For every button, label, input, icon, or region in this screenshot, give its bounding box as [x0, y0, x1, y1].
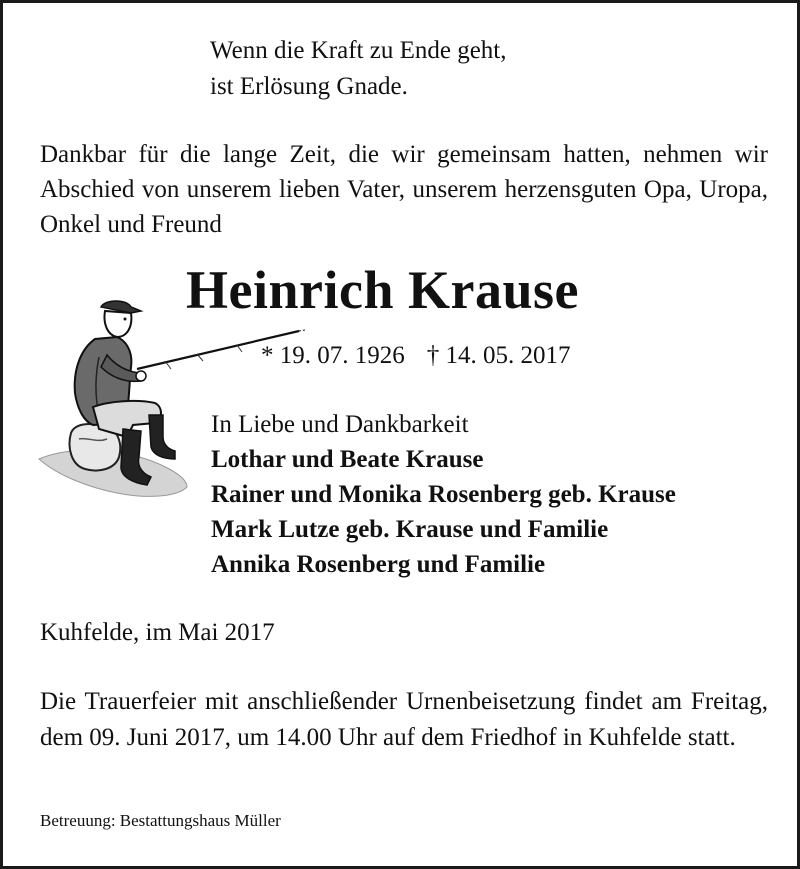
mourner-name: Rainer und Monika Rosenberg geb. Krause: [211, 481, 676, 508]
birth-date: * 19. 07. 1926: [261, 342, 405, 369]
intro-text: Dankbar für die lange Zeit, die wir gemeinsam hatten, nehmen wir Abschied von unserem lieben Vater, unserem herzensguten Opa, Uropa, Onkel und Freund: [40, 141, 768, 238]
mourners-block: [211, 407, 676, 582]
mourners-intro: In Liebe und Dankbarkeit: [211, 411, 469, 438]
motto-line-1: Wenn die Kraft zu Ende geht,: [210, 37, 507, 64]
death-date: † 14. 05. 2017: [426, 342, 571, 369]
place-date: Kuhfelde, im Mai 2017: [40, 619, 275, 646]
mourner-name: Mark Lutze geb. Krause und Familie: [211, 516, 609, 543]
deceased-name: Heinrich Krause: [186, 260, 579, 320]
life-dates: [261, 339, 593, 373]
funeral-info: Die Trauerfeier mit anschließender Urnenbeisetzung findet am Freitag, dem 09. Juni 2017, um 14.00 Uhr auf dem Friedhof in Kuhfelde statt.: [40, 688, 768, 751]
mourner-name: Annika Rosenberg und Familie: [211, 551, 546, 578]
mourner-name: Lothar und Beate Krause: [211, 446, 484, 473]
motto: [210, 33, 506, 105]
motto-line-2: ist Erlösung Gnade.: [210, 73, 408, 100]
funeral-home: Betreuung: Bestattungshaus Müller: [40, 811, 281, 830]
